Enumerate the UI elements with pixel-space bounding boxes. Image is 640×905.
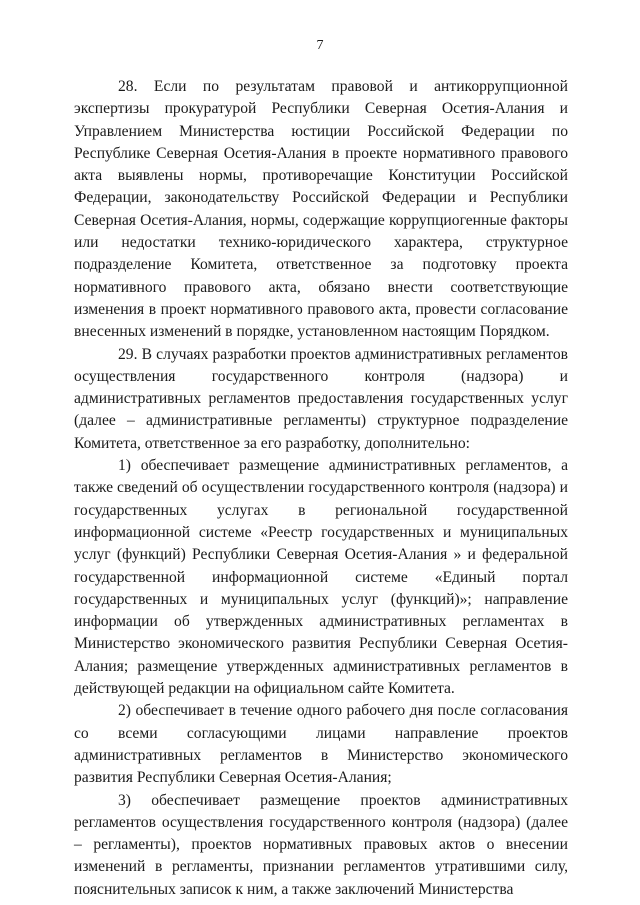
paragraph-28: 28. Если по результатам правовой и антикоррупционной экспертизы прокуратурой Республики Северная Осетия-Алания и Управлением Министерства юстиции Российской Федерации по Республике Северная Осетия-Алания в проекте нормативного правового акта выявлены нормы, противоречащие Конституции Российской Федерации, законодательству Российской Федерации и Республики Северная Осетия-Алания, нормы, содержащие коррупциогенные факторы или недостатки технико-юридического характера, структурное подразделение Комитета, ответственное за подготовку проекта нормативного правового акта, обязано внести соответствующие изменения в проект нормативного правового акта, провести согласование внесенных изменений в порядке, установленном настоящим Порядком. xyxy=(74,78,568,341)
page-number: 7 xyxy=(316,38,324,53)
paragraph-29-item-3: 3) обеспечивает размещение проектов административных регламентов осуществления государственного контроля (надзора) (далее – регламенты), проектов нормативных правовых актов о внесении изменений в регламенты, признании регламентов утратившими силу, пояснительных записок к ним, а также заключений Министерства xyxy=(74,791,568,898)
document-body xyxy=(74,76,568,901)
paragraph-29: 29. В случаях разработки проектов административных регламентов осуществления государственного контроля (надзора) и административных регламентов предоставления государственных услуг (далее – административные регламенты) структурное подразделение Комитета, ответственное за его разработку, дополнительно: xyxy=(74,345,568,452)
paragraph-29-item-2: 2) обеспечивает в течение одного рабочего дня после согласования со всеми согласующими лицами направление проектов административных регламентов в Министерство экономического развития Республики Северная Осетия-Алания; xyxy=(74,702,568,787)
paragraph-29-item-1: 1) обеспечивает размещение административных регламентов, а также сведений об осуществлении государственного контроля (надзора) и государственных услугах в региональной государственной информационной системе «Реестр государственных и муниципальных услуг (функций) Республики Северная Осетия-Алания » и федеральной государственной информационной системе «Единый портал государственных и муниципальных услуг (функций)»; направление информации об утвержденных административных регламентах в Министерство экономического развития Республики Северная Осетия-Алания; размещение утвержденных административных регламентов в действующей редакции на официальном сайте Комитета. xyxy=(74,457,568,698)
